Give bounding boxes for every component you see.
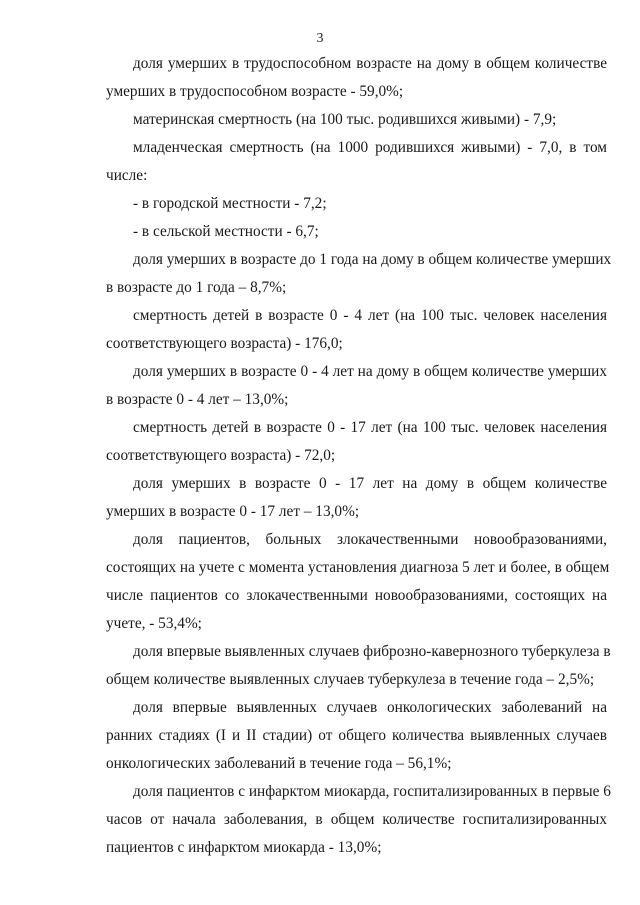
paragraph-child-mortality-0-4 [106, 302, 607, 358]
paragraph-line: доля впервые выявленных случаев фиброзно-кавернозного туберкулеза в [133, 643, 611, 660]
paragraph-line: доля умерших в возрасте 0 - 4 лет на дому в общем количестве умерших [133, 363, 607, 380]
paragraph-line: доля умерших в возрасте 0 - 17 лет на дому в общем количестве [133, 475, 607, 492]
paragraph-rural-infant-mortality [106, 218, 607, 246]
paragraph-line: - в городской местности - 7,2; [133, 195, 327, 212]
paragraph-line: общем количестве выявленных случаев туберкулеза в течение года – 2,5%; [106, 671, 595, 688]
paragraph-line: доля пациентов, больных злокачественными новообразованиями, [133, 531, 607, 548]
paragraph-0-4-deaths-at-home [106, 358, 607, 414]
paragraph-line: смертность детей в возрасте 0 - 17 лет (на 100 тыс. человек населения [133, 419, 607, 436]
paragraph-oncology-5-years [106, 526, 610, 638]
paragraph-line: соответствующего возраста) - 176,0; [106, 335, 343, 352]
paragraph-line: смертность детей в возрасте 0 - 4 лет (на 100 тыс. человек населения [133, 307, 607, 324]
paragraph-0-17-deaths-at-home [106, 470, 607, 526]
paragraph-line: в возрасте 0 - 4 лет – 13,0%; [106, 391, 289, 408]
paragraph-line: доля умерших в трудоспособном возрасте на дому в общем количестве [133, 55, 607, 72]
paragraph-line: ранних стадиях (I и II стадии) от общего количества выявленных случаев [106, 727, 607, 744]
paragraph-line: - в сельской местности - 6,7; [133, 223, 319, 240]
paragraph-line: числе пациентов со злокачественными новообразованиями, состоящих на [106, 587, 607, 604]
paragraph-line: в возрасте до 1 года – 8,7%; [106, 279, 287, 296]
paragraph-line: умерших в возрасте 0 - 17 лет – 13,0%; [106, 503, 360, 520]
page-number: 3 [316, 31, 324, 46]
paragraph-myocardial-infarction [106, 778, 611, 862]
paragraph-line: доля умерших в возрасте до 1 года на дому в общем количестве умерших [133, 251, 612, 268]
paragraph-child-mortality-0-17 [106, 414, 607, 470]
paragraph-line: онкологических заболеваний в течение года – 56,1%; [106, 755, 452, 772]
paragraph-early-stage-oncology [106, 694, 607, 778]
paragraph-urban-infant-mortality [106, 190, 607, 218]
paragraph-working-age-deaths-at-home [106, 50, 607, 106]
paragraph-line: младенческая смертность (на 1000 родившихся живыми) - 7,0, в том [133, 139, 607, 156]
paragraph-maternal-mortality [106, 106, 607, 134]
paragraph-line: доля впервые выявленных случаев онкологических заболеваний на [133, 699, 607, 716]
paragraph-line: часов от начала заболевания, в общем количестве госпитализированных [106, 811, 607, 828]
paragraph-tuberculosis [106, 638, 611, 694]
paragraph-infant-mortality [106, 134, 607, 190]
paragraph-line: числе: [106, 167, 148, 184]
paragraph-line: пациентов с инфарктом миокарда - 13,0%; [106, 839, 382, 856]
document-body [106, 50, 612, 862]
paragraph-line: материнская смертность (на 100 тыс. родившихся живыми) - 7,9; [133, 111, 557, 128]
paragraph-line: доля пациентов с инфарктом миокарда, госпитализированных в первые 6 [133, 783, 611, 800]
paragraph-line: состоящих на учете с момента установления диагноза 5 лет и более, в общем [106, 559, 610, 576]
paragraph-line: соответствующего возраста) - 72,0; [106, 447, 336, 464]
paragraph-line: умерших в трудоспособном возрасте - 59,0%; [106, 83, 404, 100]
paragraph-line: учете, - 53,4%; [106, 615, 202, 632]
paragraph-under-1-deaths-at-home [106, 246, 612, 302]
